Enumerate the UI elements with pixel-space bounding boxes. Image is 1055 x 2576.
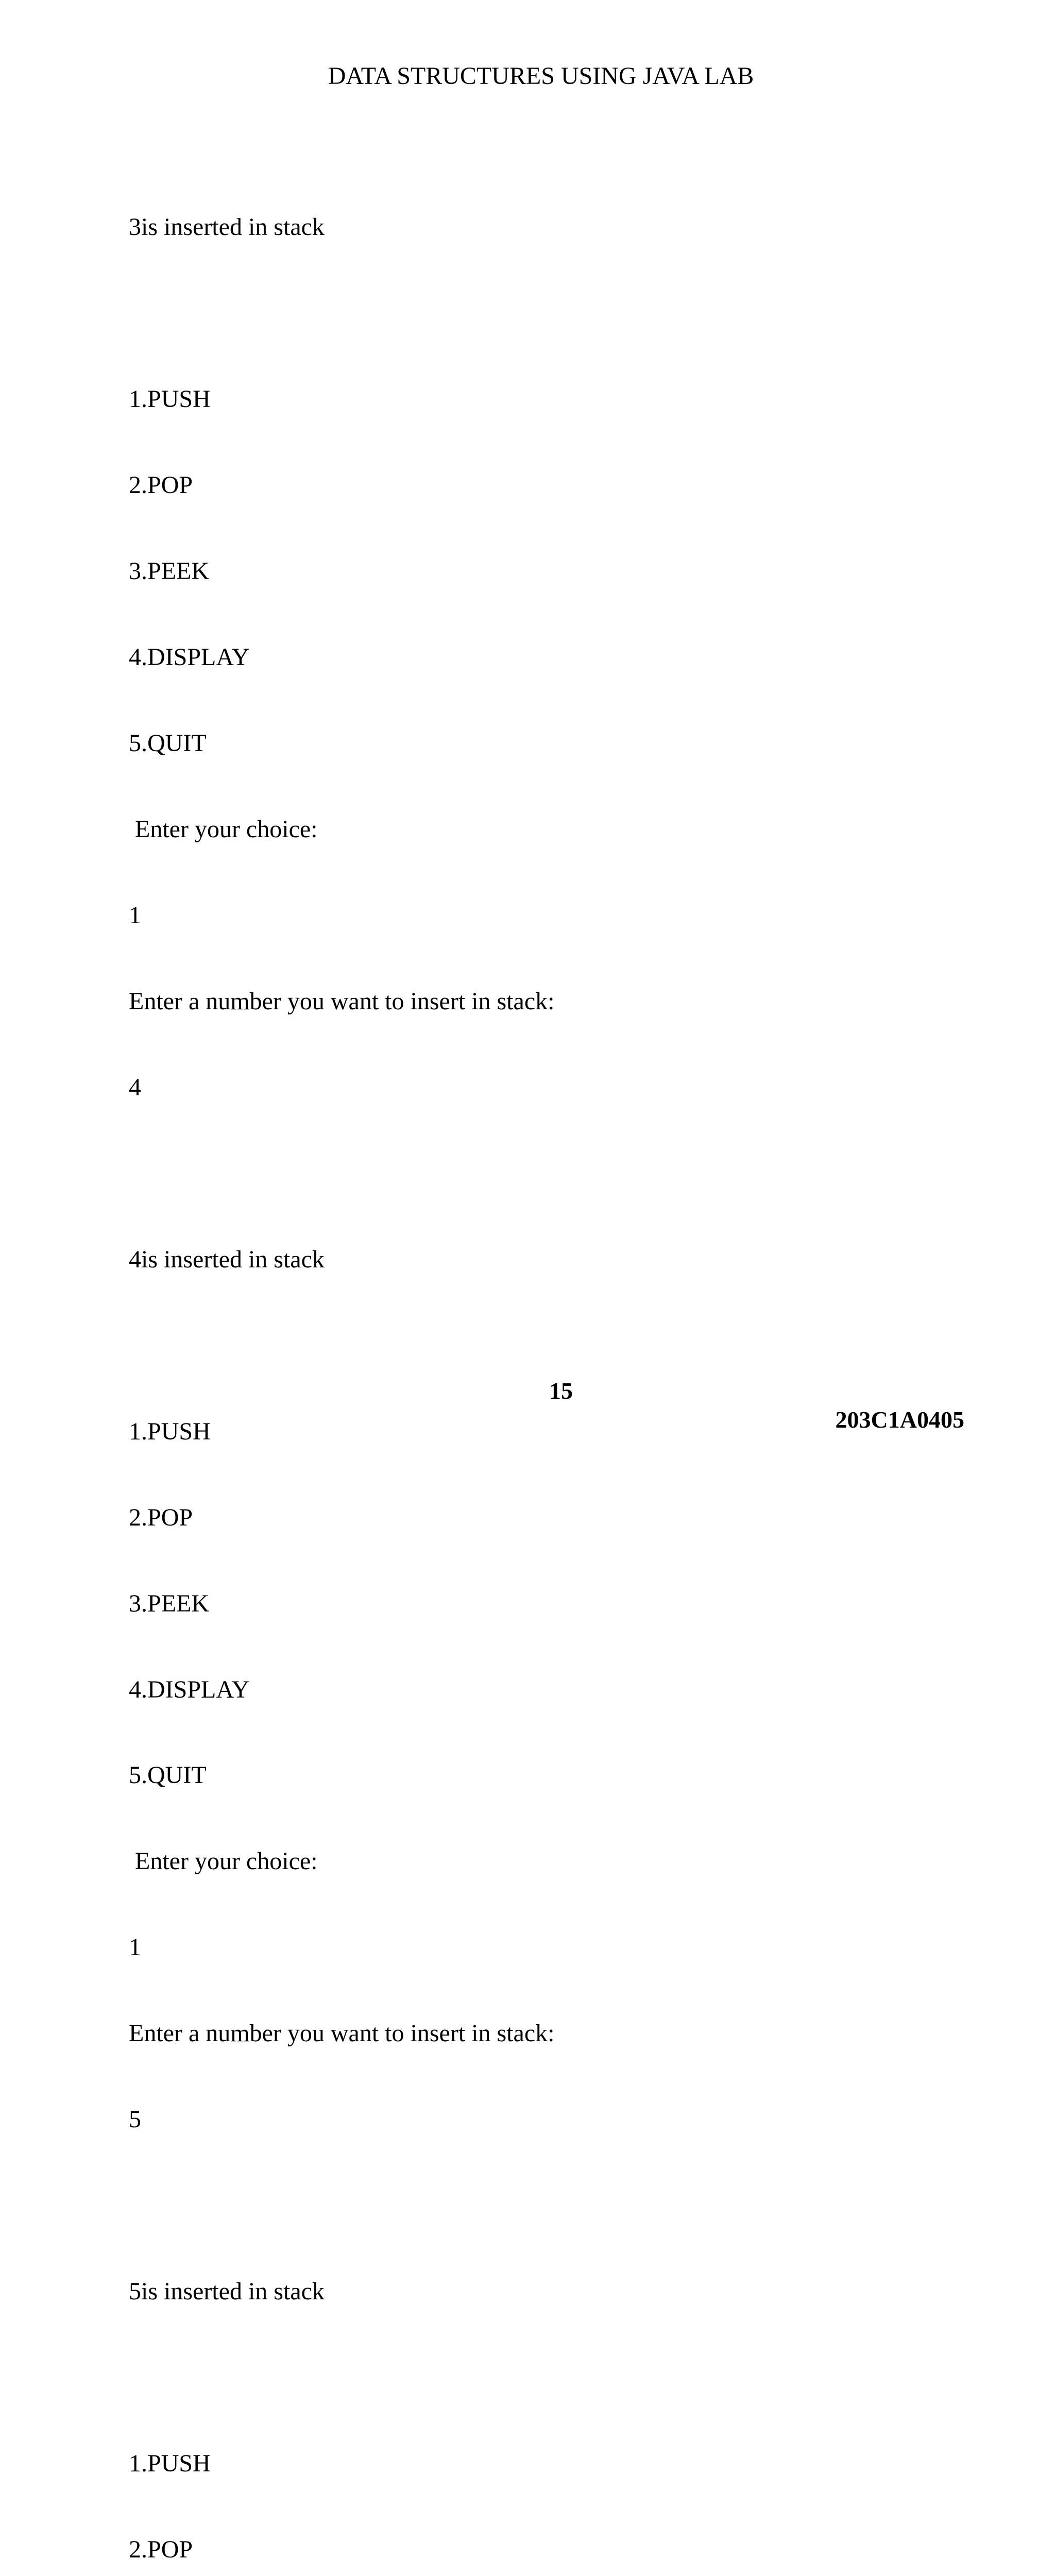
output-line: Enter a number you want to insert in stack: (129, 987, 555, 1015)
output-line: 3.PEEK (129, 557, 209, 585)
output-line: 1.PUSH (129, 1417, 211, 1445)
output-line: 5.QUIT (129, 1761, 207, 1789)
output-line: 1.PUSH (129, 2450, 211, 2478)
output-line: Enter a number you want to insert in stack: (129, 2020, 555, 2047)
output-line (129, 1331, 554, 1360)
output-line: 2.POP (129, 2536, 193, 2564)
output-line (129, 2363, 554, 2392)
output-line (129, 1159, 554, 1188)
output-line: Enter your choice: (129, 815, 318, 843)
output-line: 4.DISPLAY (129, 1675, 250, 1703)
output-line: 3.PEEK (129, 1589, 209, 1617)
page-number: 15 (549, 1378, 573, 1404)
output-line: 1 (129, 1934, 141, 1961)
output-line: 4.DISPLAY (129, 643, 250, 671)
output-line: 2.POP (129, 1503, 193, 1531)
roll-number: 203C1A0405 (835, 1406, 964, 1433)
output-line (129, 2191, 554, 2220)
output-line (129, 299, 554, 328)
output-line: 3is inserted in stack (129, 213, 325, 241)
output-line: 1 (129, 901, 141, 929)
output-line: 4 (129, 1073, 141, 1101)
console-output (129, 156, 554, 2576)
output-line: 5.QUIT (129, 730, 207, 757)
output-line: 4is inserted in stack (129, 1245, 325, 1273)
output-line: Enter your choice: (129, 1848, 318, 1875)
output-line: 1.PUSH (129, 385, 211, 413)
page-header: DATA STRUCTURES USING JAVA LAB (328, 62, 754, 90)
output-line: 5 (129, 2106, 141, 2133)
output-line: 2.POP (129, 471, 193, 499)
output-line: 5is inserted in stack (129, 2278, 325, 2306)
